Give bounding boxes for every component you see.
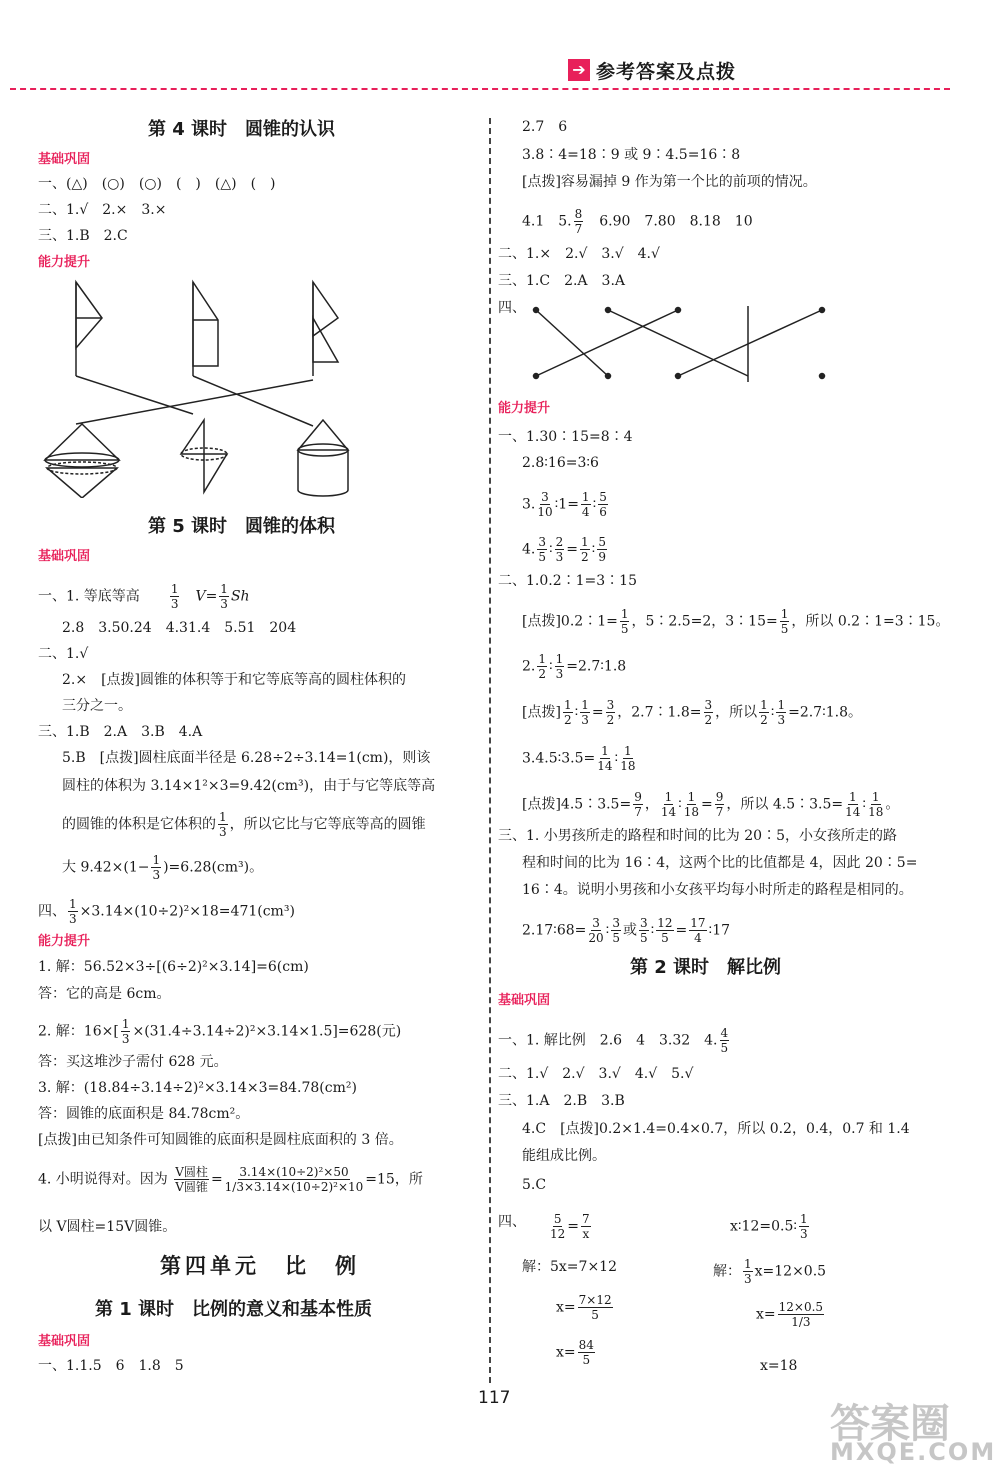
label-advanced: 能力提升 [38, 934, 91, 949]
answer-line: 3.8∶4=18∶9 或 9∶4.5=16∶8 [522, 147, 741, 163]
label-advanced: 能力提升 [498, 401, 551, 416]
answer-line: x= $\frac{12\times 0.5}{1/3}$ [756, 1300, 824, 1329]
answer-line: 4.1 5. $\frac{8}{7}$ 6.90 7.80 8.18 10 [522, 207, 753, 236]
answer-line: 一、1.30∶15=8∶4 [498, 429, 633, 445]
matching-diagram [38, 278, 368, 498]
unit-title: 第四单元 比 例 [160, 1254, 360, 1278]
answer-line: [点拨]容易漏掉 9 作为第一个比的前项的情况。 [522, 174, 817, 190]
answer-line: 一、(△) (○) (○) ( ) (△) ( ) [38, 176, 276, 192]
answer-line: 答：圆锥的底面积是 84.78cm²。 [38, 1106, 250, 1122]
answer-line: x= $\frac{84}{5}$ [556, 1338, 594, 1367]
answer-line: 答：买这堆沙子需付 628 元。 [38, 1054, 228, 1070]
answer-line: 解： $\frac{1}{3}$ x=12×0.5 [713, 1257, 827, 1286]
answer-line: 2.× [点拨]圆锥的体积等于和它等底等高的圆柱体积的 [62, 672, 407, 688]
header-title: 参考答案及点拨 [596, 60, 737, 83]
answer-line: 二、1.√ 2.√ 3.√ 4.√ 5.√ [498, 1066, 694, 1082]
watermark-logo: 答案圈 [830, 1401, 950, 1447]
section-title-solve-ratio: 第 2 课时 解比例 [630, 957, 782, 978]
answer-line: 二、1.× 2.√ 3.√ 4.√ [498, 246, 660, 262]
section-title-cone-volume: 第 5 课时 圆锥的体积 [148, 516, 336, 537]
answer-line: 三分之一。 [62, 698, 132, 714]
answer-line: 3. $\frac{3}{10}$ ∶1= $\frac{1}{4}$ ∶ $\frac{5}{6}$ [522, 490, 607, 519]
label-basic: 基础巩固 [38, 1334, 91, 1349]
answer-line: 圆柱的体积为 3.14×1²×3=9.42(cm³)，由于与它等底等高 [62, 778, 436, 794]
answer-line: x=18 [760, 1358, 798, 1374]
answer-line: 3. 解：(18.84÷3.14÷2)²×3.14×3=84.78(cm²) [38, 1080, 357, 1096]
answer-line: 大 9.42×(1− $\frac{1}{3}$ )=6.28(cm³)。 [62, 853, 264, 882]
answer-line: 1. 解：56.52×3÷[(6÷2)²×3.14]=6(cm) [38, 959, 309, 975]
answer-line: 4. 小明说得对。因为 V圆柱 V圆锥 = $\frac{\text{3.14×(10÷2)²×50}}{\text{1/3×3.14×(10÷2)²×10}}$ =15，所 [38, 1165, 423, 1194]
answer-line: [点拨]0.2∶1= $\frac{1}{5}$ ，5∶2.5=2，3∶15= $\frac{1}{5}$ ，所以 0.2∶1=3∶15。 [522, 607, 950, 636]
answer-line: 二、1.0.2∶1=3∶15 [498, 573, 637, 589]
answer-line: 三、1.C 2.A 3.A [498, 273, 626, 289]
answer-line: 的圆锥的体积是它体积的 $\frac{1}{3}$ ，所以它比与它等底等高的圆锥 [62, 810, 426, 839]
section-title-cone-recognition: 第 4 课时 圆锥的认识 [148, 119, 336, 140]
answer-line: 三、1.A 2.B 3.B [498, 1093, 625, 1109]
answer-line: 四、 [498, 1214, 526, 1230]
equation: x∶12=0.5∶ $\frac{1}{3}$ [730, 1212, 808, 1241]
label-advanced: 能力提升 [38, 255, 91, 270]
answer-line: [点拨]由已知条件可知圆锥的底面积是圆柱底面积的 3 倍。 [38, 1132, 403, 1148]
answer-line: 四、 [498, 300, 526, 316]
equation: $\frac{5}{12}$ = $\frac{7}{x}$ [550, 1212, 590, 1241]
label-basic: 基础巩固 [38, 152, 91, 167]
answer-line: [点拨]4.5∶3.5= $\frac{9}{7}$ ， $\frac{1}{14}$ ∶ $\frac{1}{18}$ = $\frac{9}{7}$ ，所以 4.5∶3.5= $\frac{1}{14}$ ∶ $\frac{1}{18}$ 。 [522, 790, 900, 819]
connect-diagram [528, 302, 830, 384]
answer-line: 二、1.√ 2.× 3.× [38, 202, 167, 218]
answer-line: 三、1. 小男孩所走的路程和时间的比为 20∶5，小女孩所走的路 [498, 828, 897, 844]
answer-line: [点拨] $\frac{1}{2}$ ∶ $\frac{1}{3}$ = $\frac{3}{2}$ ，2.7∶1.8= $\frac{3}{2}$ ，所以 $\frac{1}{2}$ ∶ $\frac{1}{3}$ =2.7∶1.8。 [522, 698, 862, 727]
section-title-ratio-meaning: 第 1 课时 比例的意义和基本性质 [95, 1299, 373, 1320]
answer-line: 答：它的高是 6cm。 [38, 986, 171, 1002]
answer-line: 程和时间的比为 16∶4，这两个比的比值都是 4，因此 20∶5= [522, 855, 918, 871]
answer-line: 2.7 6 [522, 119, 568, 135]
page-header [568, 58, 736, 82]
answer-line: 2. $\frac{1}{2}$ ∶ $\frac{1}{3}$ =2.7∶1.8 [522, 652, 627, 681]
answer-line: 5.C [522, 1177, 547, 1193]
answer-line: 3.4.5∶3.5= $\frac{1}{14}$ ∶ $\frac{1}{18}$ [522, 744, 636, 773]
watermark-url: MXQE.COM [830, 1438, 997, 1466]
answer-line: 三、1.B 2.C [38, 228, 128, 244]
answer-line: 一、1. 等底等高 $\frac{1}{3}$ V= $\frac{1}{3}$ Sh [38, 582, 250, 611]
answer-line: 能组成比例。 [522, 1148, 606, 1164]
answer-line: 4. $\frac{3}{5}$ ∶ $\frac{2}{3}$ = $\frac{1}{2}$ ∶ $\frac{5}{9}$ [522, 535, 606, 564]
label-basic: 基础巩固 [498, 993, 551, 1008]
arrow-right-icon: ➔ [568, 59, 590, 81]
answer-line: 2.17∶68= $\frac{3}{20}$ ∶ $\frac{3}{5}$ 或 $\frac{3}{5}$ ∶ $\frac{12}{5}$ = $\frac{17}{4}$ ∶17 [522, 916, 731, 945]
column-divider [489, 118, 491, 1383]
answer-line: 5.B [点拨]圆柱底面半径是 6.28÷2÷3.14=1(cm)，则该 [62, 750, 431, 766]
answer-line: 2. 解：16×[ $\frac{1}{3}$ ×(31.4÷3.14÷2)²×3.14×1.5]=628(元) [38, 1017, 402, 1046]
answer-line: 解：5x=7×12 [522, 1259, 617, 1275]
page-number: 117 [478, 1388, 511, 1408]
header-divider [10, 88, 950, 90]
answer-line: 三、1.B 2.A 3.B 4.A [38, 724, 203, 740]
answer-line: 2.8∶16=3∶6 [522, 455, 599, 471]
answer-line: 2.8 3.50.24 4.31.4 5.51 204 [62, 620, 297, 636]
label-basic: 基础巩固 [38, 549, 91, 564]
answer-line: 16∶4。说明小男孩和小女孩平均每小时所走的路程是相同的。 [522, 882, 913, 898]
answer-line: 4.C [点拨]0.2×1.4=0.4×0.7，所以 0.2，0.4，0.7 和 1.4 [522, 1121, 910, 1137]
answer-line: 一、1. 解比例 2.6 4 3.32 4. $\frac{4}{5}$ [498, 1026, 729, 1055]
answer-line: 二、1.√ [38, 646, 89, 662]
answer-line: 四、 $\frac{1}{3}$ ×3.14×(10÷2)²×18=471(cm³) [38, 897, 295, 926]
answer-line: 一、1.1.5 6 1.8 5 [38, 1358, 184, 1374]
answer-line: x= $\frac{7\times 12}{5}$ [556, 1293, 612, 1322]
answer-line: 以 V圆柱=15V圆锥。 [38, 1219, 177, 1235]
